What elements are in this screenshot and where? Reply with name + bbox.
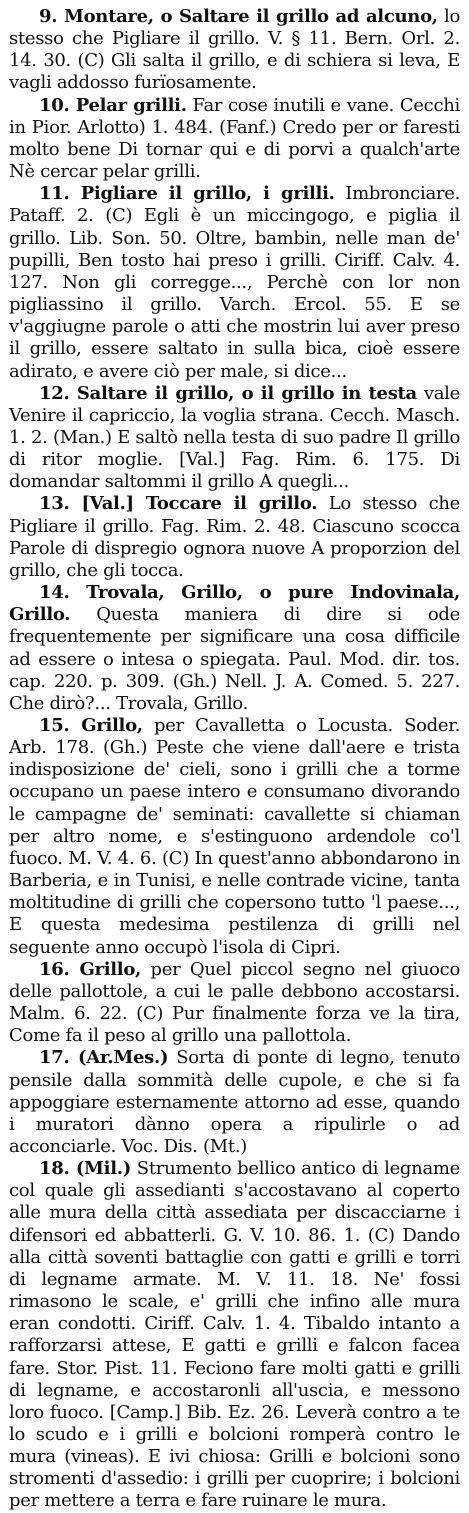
entry-10	[9, 95, 460, 184]
entry-9-heading: 9. Montare, o Saltare il grillo ad alcuno,	[39, 6, 438, 27]
entry-12	[9, 383, 460, 494]
entry-12-heading: 12. Saltare il grillo, o il grillo in testa	[39, 382, 417, 404]
entry-14-text: Questa maniera di dire si ode frequentemente per significare una cosa difficile ad essere o intesa o spiegata. Paul. Mod. dir. tos. cap. 220. p. 309. (Gh.) Nell. J. A. Comed. 5. 227. Che dirò?... Trovala, Grillo.	[9, 604, 460, 714]
entry-11-text: Imbronciare. Pataff. 2. (C) Egli è un miccingogo, e piglia il grillo. Lib. Son. 50. Oltre, bambin, nelle man de' pupilli, Ben tosto hai preso i grilli. Ciriff. Calv. 4. 127. Non gli corregge..., Perchè con lor non pigliassino il grillo. Varch. Ercol. 55. E se v'aggiugne parole o atti che mostrin lui aver preso il grillo, essere saltato in sulla bica, cioè essere adirato, e avere ciò per male, si dice...	[9, 183, 460, 382]
entry-9-text: lo stesso che Pigliare il grillo. V. § 11. Bern. Orl. 2. 14. 30. (C) Gli salta il grillo, e di schiera si leva, E vagli addosso furïosamente.	[9, 6, 460, 94]
entry-11-heading: 11. Pigliare il grillo, i grilli.	[39, 183, 335, 205]
entry-13-text: Lo stesso che Pigliare il grillo. Fag. Rim. 2. 48. Ciascuno scocca Parole di dispregio ognora nuove A proporzion del grillo, che gli tocca.	[9, 493, 460, 581]
entry-14	[9, 582, 460, 715]
entry-16-text: per Quel piccol segno nel giuoco delle pallottole, a cui le palle debbono accostarsi. Malm. 6. 22. (C) Pur finalmente forza ve la tira, Come fa il peso al grillo una pallottola.	[9, 958, 460, 1047]
entry-16	[9, 959, 460, 1048]
entry-15	[9, 715, 460, 959]
entry-9	[9, 6, 460, 95]
entry-17	[9, 1047, 460, 1158]
entry-11	[9, 183, 460, 382]
entry-12-text: vale Venire il capriccio, la voglia strana. Cecch. Masch. 1. 2. (Man.) E saltò nella testa di suo padre Il grillo di ritor moglie. [Val.] Fag. Rim. 6. 175. Di domandar saltommi il grillo A quegli...	[9, 382, 460, 493]
entry-13-heading: 13. [Val.] Toccare il grillo.	[39, 493, 318, 515]
entry-10-text: Far cose inutili e vane. Cecchi in Pior. Arlotto) 1. 484. (Fanf.) Credo per or faresti molto bene Di tornar qui e di porvi a qualch'arte Nè cercar pelar grilli.	[9, 94, 460, 183]
entry-18-heading: 18. (Mil.)	[39, 1158, 131, 1180]
entry-17-text: Sorta di ponte di legno, tenuto pensile dalla sommità delle cupole, e che si fa appoggiare esternamente attorno ad esse, quando i muratori dànno opera a ripulirle o ad acconciarle. Voc. Dis. (Mt.)	[9, 1047, 460, 1157]
entry-16-heading: 16. Grillo,	[39, 958, 142, 980]
entry-13	[9, 493, 460, 582]
entry-15-heading: 15. Grillo,	[39, 715, 143, 736]
entry-10-heading: 10. Pelar grilli.	[39, 94, 187, 116]
entry-18	[9, 1158, 460, 1513]
entry-14-heading: 14. Trovala, Grillo, o pure Indovinala, Grillo.	[9, 582, 460, 626]
entry-18-text: Strumento bellico antico di legname col quale gli assedianti s'accostavano al coperto alle mura della città assediata per discacciarne i difensori ed abbatterli. G. V. 10. 86. 1. (C) Dando alla città soventi battaglie con gatti e grilli e torri di legname armate. M. V. 11. 18. Ne' fossi rimasono le scale, e' grilli che infino alle mura eran condotti. Ciriff. Calv. 1. 4. Tibaldo intanto a rafforzarsi attese, E gatti e grilli e falcon facea fare. Stor. Pist. 11. Feciono fare molti gatti e grilli di legname, e accostaronli all'uscia, e messono loro fuoco. [Camp.] Bib. Ez. 26. Leverà contro a te lo scudo e i grilli e bolcioni romperà contro le mura (vineas). E ivi chiosa: Grilli e bolcioni sono stromenti d'assedio: i grilli per cuoprire; i bolcioni per mettere a terra e fare ruinare le mura.	[9, 1158, 460, 1512]
entry-17-heading: 17. (Ar.Mes.)	[39, 1047, 169, 1069]
entry-15-text: per Cavalletta o Locusta. Soder. Arb. 178. (Gh.) Peste che viene dall'aere e trista indisposizione de' cieli, sono i grilli che a torme occupano un paese intero e consumano divorando le campagne de' seminati: cavallette si chiaman per altro nome, e s'estinguono ardendole co'l fuoco. M. V. 4. 6. (C) In quest'anno abbondarono in Barberia, e in Tunisi, e nelle contrade vicine, tanta moltitudine di grilli che copersono tutto 'l paese..., E questa medesima pestilenza di grilli nel seguente anno occupò l'isola di Cipri.	[9, 715, 460, 958]
